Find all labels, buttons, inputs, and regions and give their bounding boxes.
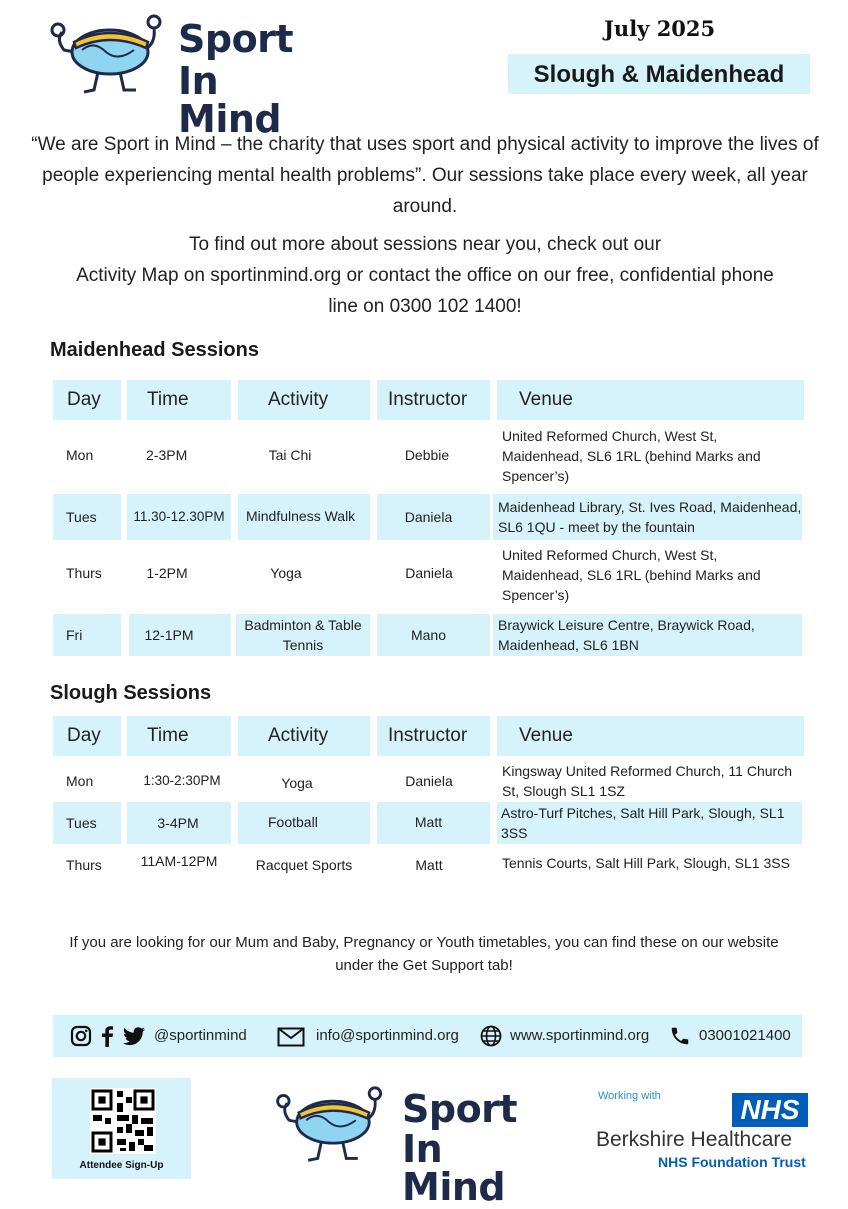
cell-instructor: Daniela — [405, 773, 453, 789]
cell-activity: Badminton & Table Tennis — [236, 614, 370, 656]
intro-line-2: Activity Map on sportinmind.org or contact the office on our free, confidential phone — [76, 265, 774, 286]
globe-icon — [480, 1025, 502, 1047]
cell-instructor: Debbie — [404, 447, 450, 463]
cell-time: 11.30-12.30PM — [127, 494, 231, 540]
cell-activity: Football — [238, 802, 370, 844]
twitter-icon[interactable] — [122, 1027, 146, 1047]
timetables-note-line-1: If you are looking for our Mum and Baby, Pregnancy or Youth timetables, you can find these on our website — [69, 934, 779, 951]
nhs-logo: NHS — [732, 1093, 808, 1127]
cell-day: Mon — [66, 447, 94, 463]
cell-day: Fri — [53, 614, 121, 656]
brain-mascot-icon — [270, 1082, 394, 1168]
brand-logo — [44, 10, 324, 141]
intro-line-1: To find out more about sessions near you, check out our — [188, 234, 662, 255]
col-day-header: Day — [53, 716, 121, 756]
brand-line2: In Mind — [402, 1127, 506, 1209]
social-handle[interactable]: @sportinmind — [154, 1027, 247, 1044]
brain-mascot-icon — [44, 10, 174, 100]
slough-section-title: Slough Sessions — [50, 682, 212, 704]
intro-quote: “We are Sport in Mind – the charity that uses sport and physical activity to improve the lives of people experiencing mental health problems”. Our sessions take place every week, all year around. — [31, 134, 819, 217]
cell-instructor: Matt — [415, 857, 443, 873]
contact-phone[interactable]: 03001021400 — [699, 1027, 791, 1044]
cell-day: Thurs — [66, 565, 102, 581]
col-activity-header: Activity — [238, 716, 370, 756]
col-venue-header: Venue — [497, 380, 804, 420]
cell-instructor: Daniela — [405, 565, 453, 581]
brand-logo-footer — [270, 1082, 550, 1209]
email-icon — [277, 1027, 305, 1047]
cell-venue: Braywick Leisure Centre, Braywick Road, Maidenhead, SL6 1BN — [493, 614, 802, 656]
working-with-label: Working with — [598, 1090, 661, 1102]
cell-instructor: Matt — [377, 802, 490, 844]
cell-time: 1:30-2:30PM — [143, 773, 221, 788]
cell-venue: United Reformed Church, West St, Maidenhead, SL6 1RL (behind Marks and Spencer’s) — [502, 547, 761, 603]
partner-logo — [596, 1090, 816, 1180]
col-instructor-header: Instructor — [377, 716, 490, 756]
cell-venue: Kingsway United Reformed Church, 11 Church St, Slough SL1 1SZ — [502, 763, 792, 799]
trust-subtitle: NHS Foundation Trust — [658, 1154, 806, 1170]
intro-line-3: line on 0300 102 1400! — [328, 296, 522, 317]
qr-code[interactable] — [90, 1088, 156, 1154]
col-instructor-header: Instructor — [377, 380, 490, 420]
col-activity-header: Activity — [238, 380, 370, 420]
cell-time: 1-2PM — [146, 565, 188, 581]
qr-panel — [52, 1078, 191, 1179]
month-label: July 2025 — [604, 16, 716, 41]
col-time-header: Time — [127, 380, 231, 420]
facebook-icon[interactable] — [100, 1025, 114, 1047]
cell-activity: Mindfulness Walk — [238, 494, 370, 540]
cell-day: Tues — [53, 494, 121, 540]
instagram-icon[interactable] — [70, 1025, 92, 1047]
qr-label: Attendee Sign-Up — [79, 1160, 164, 1171]
contact-email[interactable]: info@sportinmind.org — [316, 1027, 459, 1044]
cell-time: 11AM-12PM — [140, 853, 218, 869]
cell-venue: Astro-Turf Pitches, Salt Hill Park, Slough, SL1 3SS — [497, 802, 802, 844]
cell-venue: Tennis Courts, Salt Hill Park, Slough, SL1 3SS — [502, 855, 790, 871]
brand-line1: Sport — [178, 17, 294, 61]
col-time-header: Time — [127, 716, 231, 756]
contact-bar — [53, 1015, 802, 1057]
timetables-note-line-2: under the Get Support tab! — [335, 957, 513, 974]
cell-instructor: Mano — [377, 614, 490, 656]
cell-venue: United Reformed Church, West St, Maidenhead, SL6 1RL (behind Marks and Spencer’s) — [502, 428, 761, 484]
brand-line2: In Mind — [178, 59, 282, 141]
maidenhead-section-title: Maidenhead Sessions — [50, 339, 259, 361]
cell-instructor: Daniela — [377, 494, 490, 540]
cell-time: 12-1PM — [129, 614, 231, 656]
col-venue-header: Venue — [497, 716, 804, 756]
cell-activity: Tai Chi — [268, 447, 312, 463]
cell-activity: Racquet Sports — [255, 857, 353, 873]
cell-venue: Maidenhead Library, St. Ives Road, Maidenhead, SL6 1QU - meet by the fountain — [493, 494, 802, 540]
cell-time: 2-3PM — [146, 447, 188, 463]
cell-day: Tues — [53, 802, 121, 844]
cell-time: 3-4PM — [127, 802, 231, 844]
phone-icon — [669, 1025, 691, 1047]
cell-day: Mon — [66, 773, 94, 789]
area-banner: Slough & Maidenhead — [508, 54, 810, 94]
trust-name: Berkshire Healthcare — [596, 1128, 793, 1151]
col-day-header: Day — [53, 380, 121, 420]
contact-website[interactable]: www.sportinmind.org — [510, 1027, 650, 1044]
cell-activity: Yoga — [281, 775, 313, 791]
cell-activity: Yoga — [270, 565, 302, 581]
brand-line1: Sport — [402, 1087, 518, 1131]
cell-day: Thurs — [66, 857, 102, 873]
